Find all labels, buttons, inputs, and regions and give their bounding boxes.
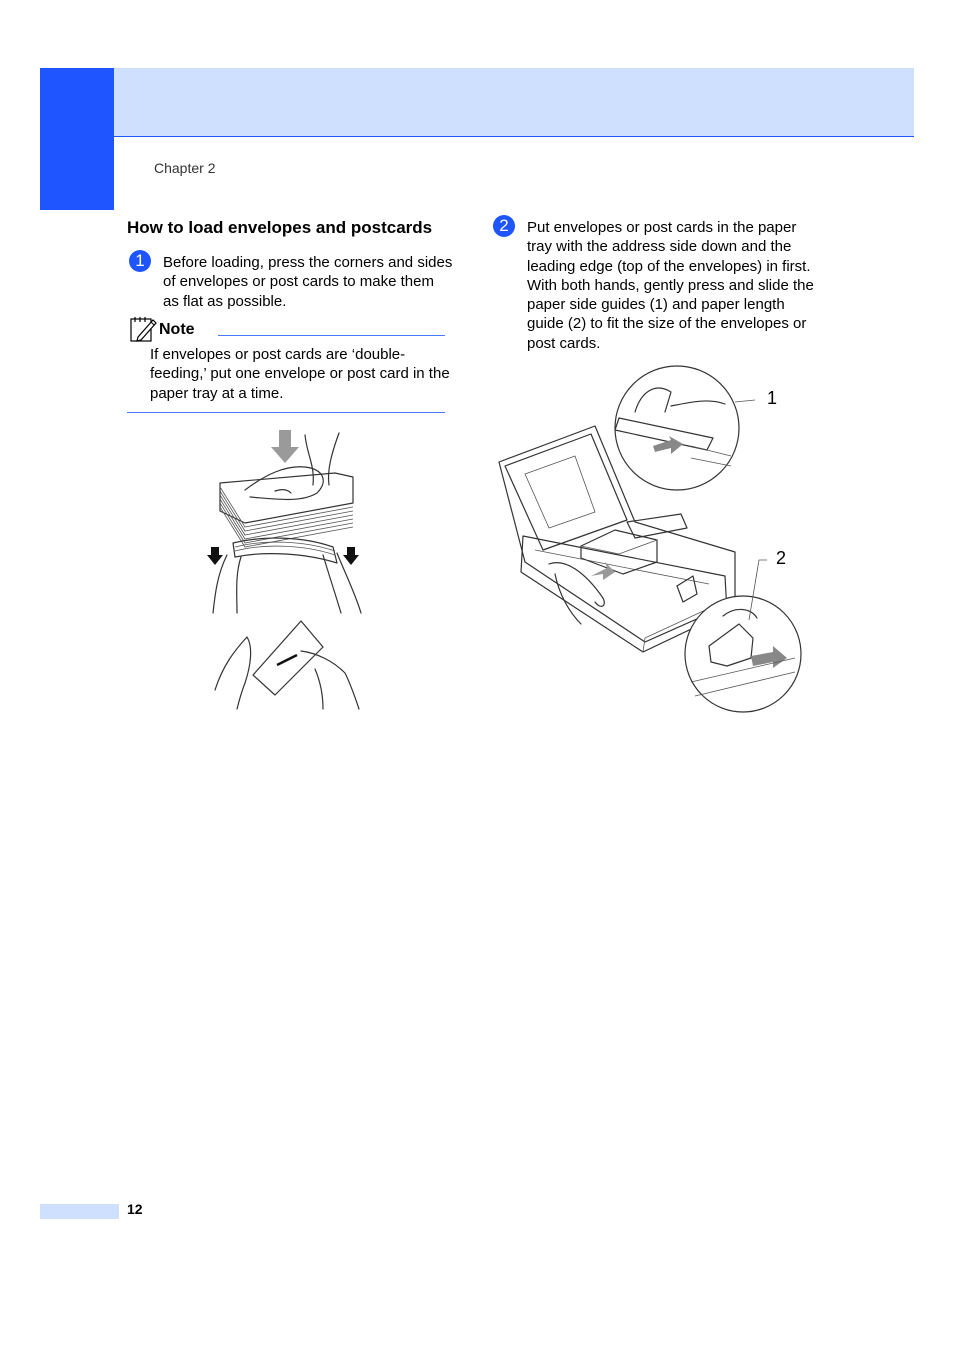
note-rule-bottom xyxy=(127,412,445,413)
paper-length-guide xyxy=(677,576,697,602)
note-title: Note xyxy=(159,321,195,338)
bend-left-arrow-icon xyxy=(207,547,223,565)
chapter-label: Chapter 2 xyxy=(154,160,216,176)
slide-arrow-icon xyxy=(277,655,297,665)
note-pencil-icon xyxy=(129,315,157,343)
note-text: If envelopes or post cards are ‘double-feeding,’ put one envelope or post card in the paper tray at a time. xyxy=(150,346,450,402)
press-down-arrow-icon xyxy=(271,430,299,463)
step-1-badge: 1 xyxy=(129,250,151,272)
note-rule-top xyxy=(218,335,445,336)
bend-right-arrow-icon xyxy=(343,547,359,565)
side-guide-zoom-circle xyxy=(615,366,739,490)
callout-1-label: 1 xyxy=(767,388,778,408)
envelope-stack xyxy=(220,473,353,547)
step-2-badge: 2 xyxy=(493,215,515,237)
callout-2-label: 2 xyxy=(776,548,787,568)
paper-tray-illustration xyxy=(495,362,805,714)
footer-bar xyxy=(40,1204,119,1219)
step-2-text: Put envelopes or post cards in the paper tray with the address side down and the leading edge (top of the envelopes) in first. With both hands, gently press and slide the paper side guides (1) and paper length guide (2) to fit the size of the envelopes or post cards. xyxy=(527,219,814,352)
page-number: 12 xyxy=(127,1201,143,1217)
flatten-envelopes-illustration xyxy=(205,425,370,710)
chapter-tab xyxy=(40,68,114,210)
step-1-text: Before loading, press the corners and sides of envelopes or post cards to make them as flat as possible. xyxy=(163,254,453,310)
length-guide-zoom-circle xyxy=(685,596,801,712)
header-band xyxy=(114,68,914,137)
envelope xyxy=(581,530,657,574)
section-title: How to load envelopes and postcards xyxy=(127,218,433,237)
